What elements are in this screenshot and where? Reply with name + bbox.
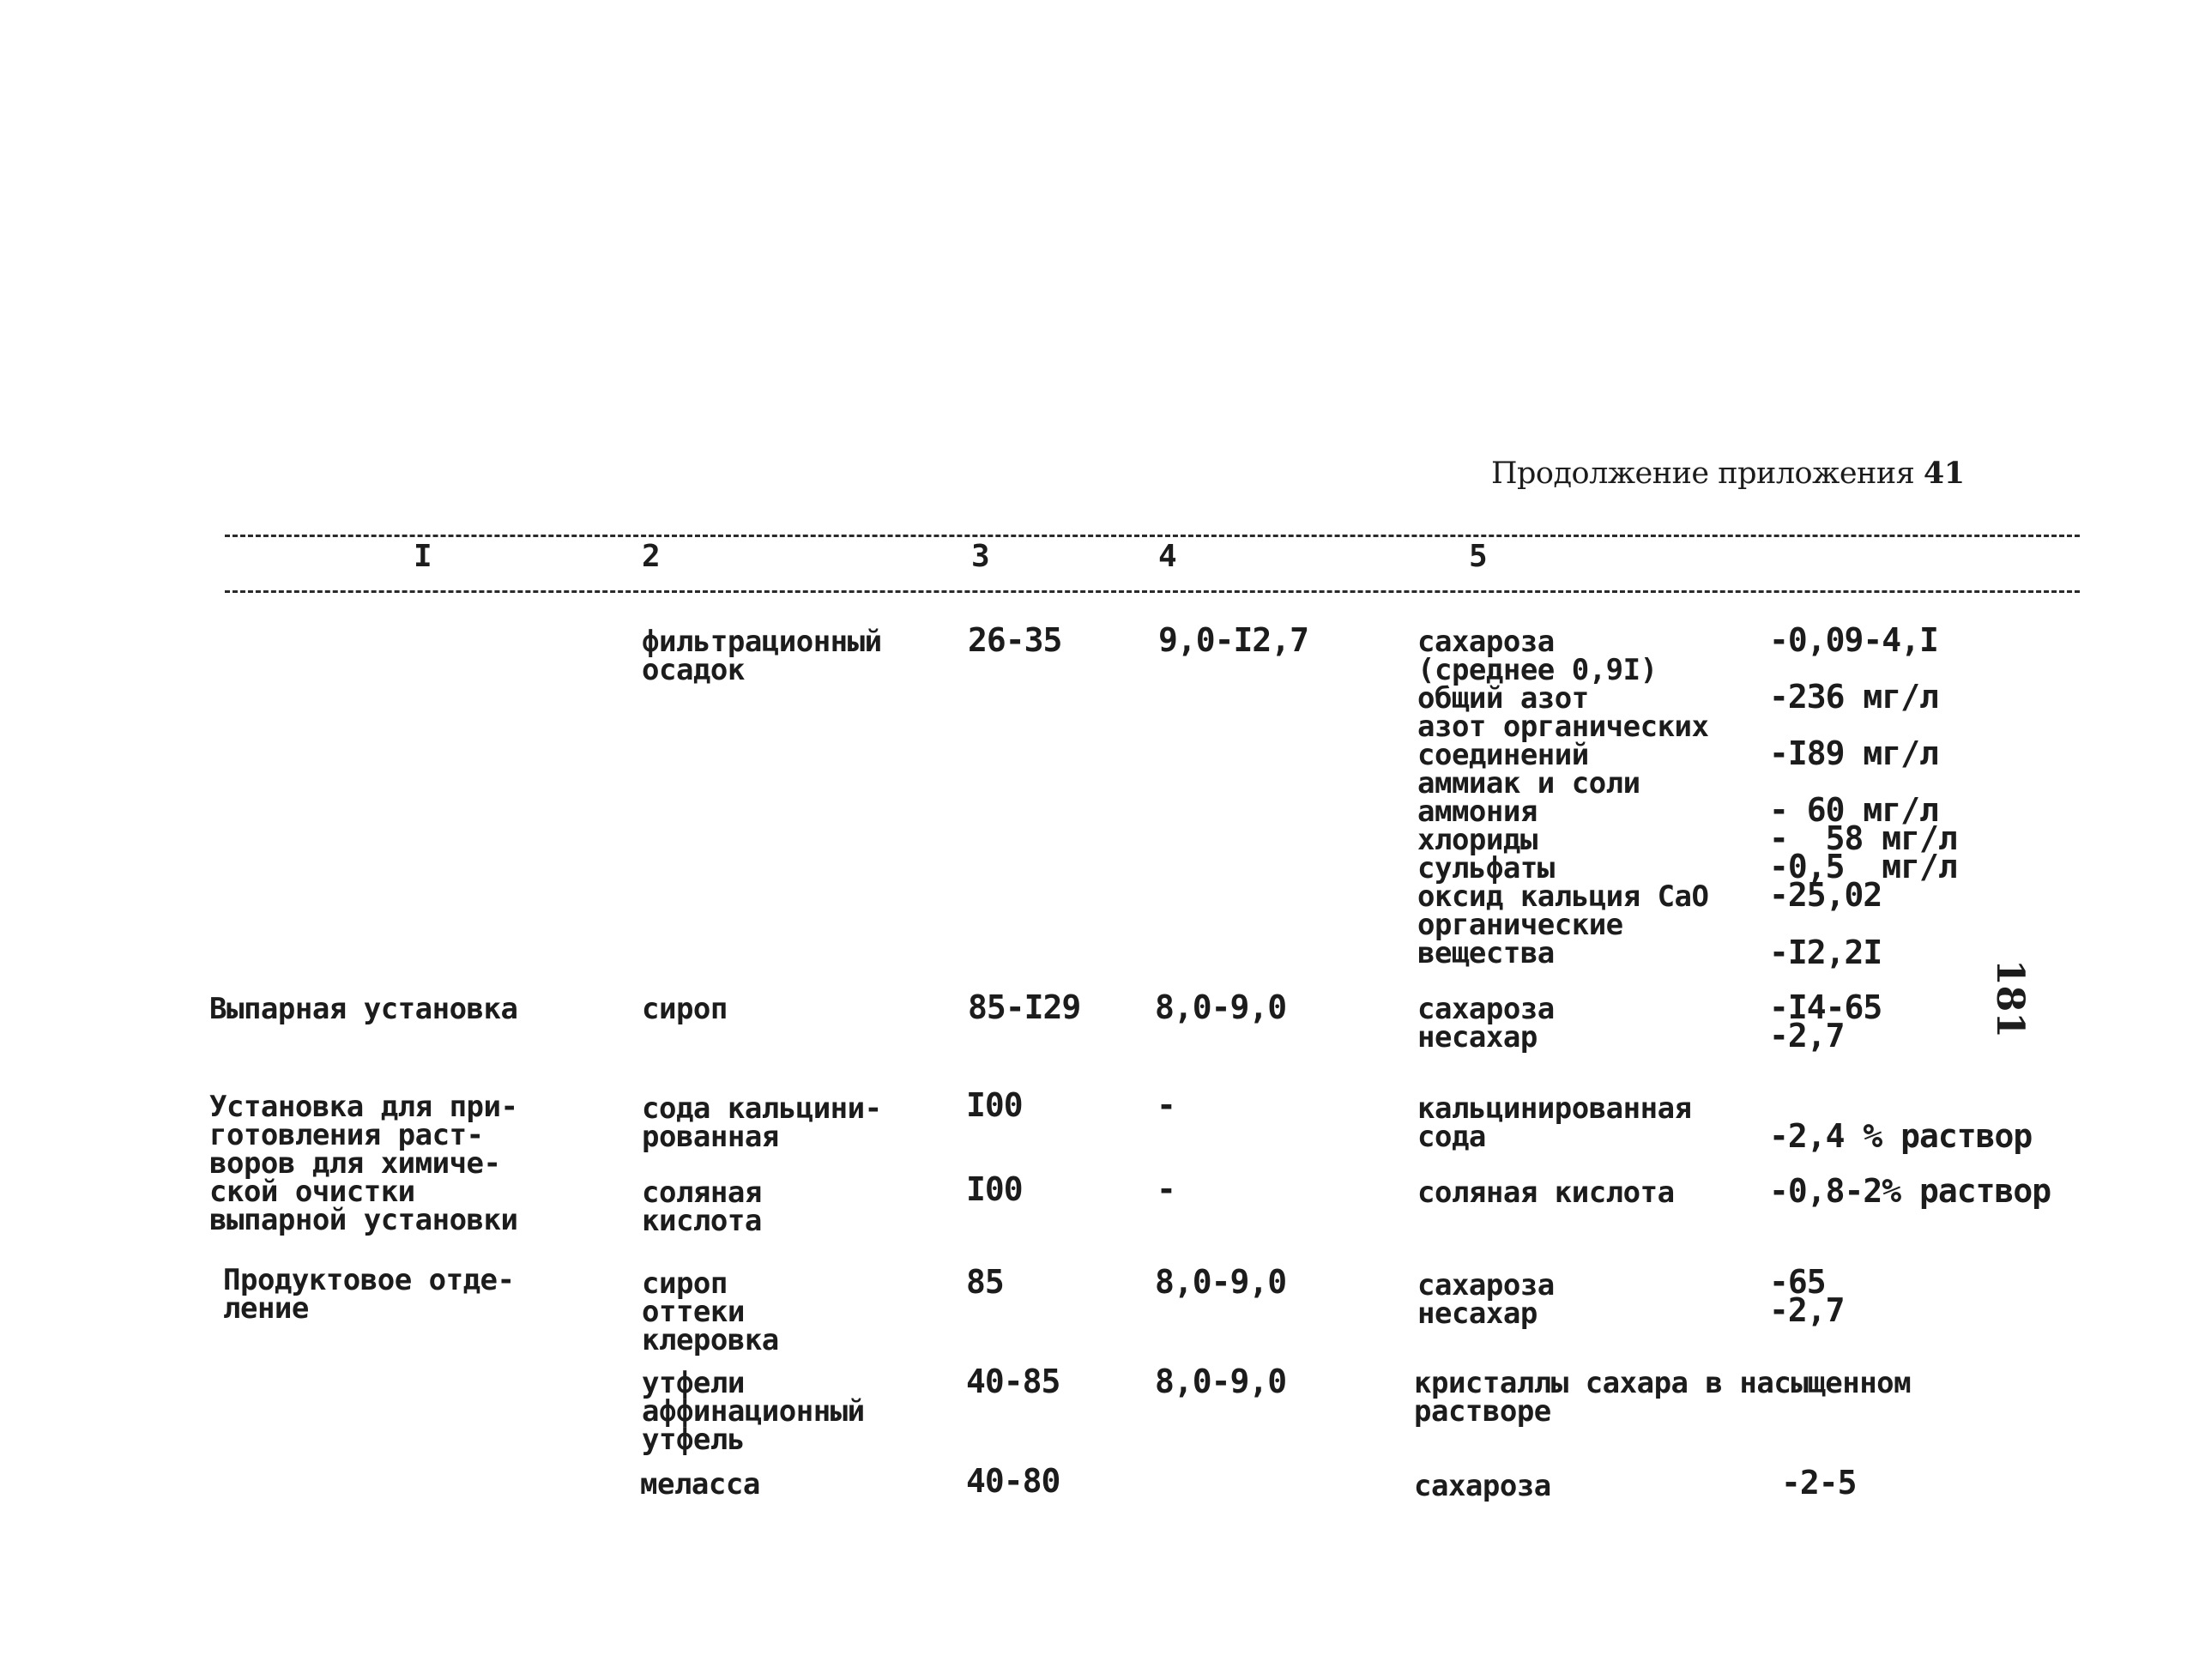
produkt-melassa-col3: 40-80 xyxy=(966,1462,1060,1500)
column-number-1: I xyxy=(414,539,432,574)
filtr-col3: 26-35 xyxy=(968,621,1062,659)
produkt-utfel-components: кристаллы сахара в насыщенном растворе xyxy=(1414,1366,1912,1429)
filtr-value-sucrose: -0,09-4,I xyxy=(1769,621,1938,659)
filtr-components: сахароза (среднее 0,9I) общий азот азот органических соединений аммиак и соли аммония хлориды сульфаты оксид кальция CaO органические вещества xyxy=(1417,625,1709,970)
ustanovka-soda-component: кальцинированная сода xyxy=(1417,1091,1692,1154)
produkt-melassa-material: меласса xyxy=(640,1467,760,1502)
produkt-sirop-values: -65 -2,7 xyxy=(1769,1263,1845,1329)
produkt-utfel-col3: 40-85 xyxy=(966,1363,1060,1400)
continuation-header xyxy=(1491,456,1965,491)
produkt-sirop-col3: 85 xyxy=(966,1263,1004,1301)
table-top-rule xyxy=(225,535,2080,537)
ustanovka-acid-value: -0,8-2% раствор xyxy=(1769,1172,2051,1210)
produkt-sirop-components: сахароза несахар xyxy=(1417,1268,1555,1331)
ustanovka-acid-col3: I00 xyxy=(966,1170,1023,1208)
page-number: 181 xyxy=(1988,959,2032,1038)
column-number-3: 3 xyxy=(971,539,990,574)
vyparnaya-col4: 8,0-9,0 xyxy=(1155,988,1287,1026)
produkt-utfel-material: утфели аффинационный утфель xyxy=(642,1366,865,1457)
filtr-value-organic-nitrogen: -I89 мг/л xyxy=(1769,734,1938,772)
ustanovka-acid-component: соляная кислота xyxy=(1417,1175,1675,1210)
produkt-melassa-value: -2-5 xyxy=(1781,1464,1857,1502)
column-number-4: 4 xyxy=(1158,539,1177,574)
filtr-col4: 9,0-I2,7 xyxy=(1158,621,1309,659)
filtr-material: фильтрационный осадок xyxy=(642,625,882,687)
filtr-value-nitrogen: -236 мг/л xyxy=(1769,678,1938,716)
ustanovka-unit: Установка для при- готовления раст- воров для химиче- ской очистки выпарной установки xyxy=(209,1090,518,1237)
produkt-sirop-material: сироп оттеки клеровка xyxy=(642,1266,779,1357)
produkt-sirop-col4: 8,0-9,0 xyxy=(1155,1263,1287,1301)
ustanovka-soda-value: -2,4 % раствор xyxy=(1769,1117,2033,1155)
ustanovka-soda-material: сода кальцини- рованная xyxy=(642,1091,882,1154)
produkt-utfel-col4: 8,0-9,0 xyxy=(1155,1363,1287,1400)
ustanovka-soda-col3: I00 xyxy=(966,1086,1023,1124)
column-number-2: 2 xyxy=(642,539,661,574)
appendix-number: 41 xyxy=(1923,456,1965,491)
table-header-rule xyxy=(225,590,2080,593)
vyparnaya-unit: Выпарная установка xyxy=(209,992,518,1026)
vyparnaya-material: сироп xyxy=(642,992,728,1026)
filtr-value-ammonia-chlorides-sulfates-cao: - 60 мг/л - 58 мг/л -0,5 мг/л -25,02 xyxy=(1769,791,1957,914)
vyparnaya-values: -I4-65 -2,7 xyxy=(1769,988,1882,1055)
vyparnaya-col3: 85-I29 xyxy=(968,988,1081,1026)
column-number-5: 5 xyxy=(1469,539,1488,574)
produkt-melassa-component: сахароза xyxy=(1414,1469,1551,1503)
vyparnaya-components: сахароза несахар xyxy=(1417,992,1555,1055)
ustanovka-acid-col4: - xyxy=(1157,1170,1175,1208)
filtr-value-organic: -I2,2I xyxy=(1769,934,1882,971)
produkt-unit: Продуктовое отде- ление xyxy=(223,1263,515,1326)
ustanovka-soda-col4: - xyxy=(1157,1086,1175,1124)
continuation-text: Продолжение приложения xyxy=(1491,456,1915,491)
ustanovka-acid-material: соляная кислота xyxy=(642,1175,762,1238)
